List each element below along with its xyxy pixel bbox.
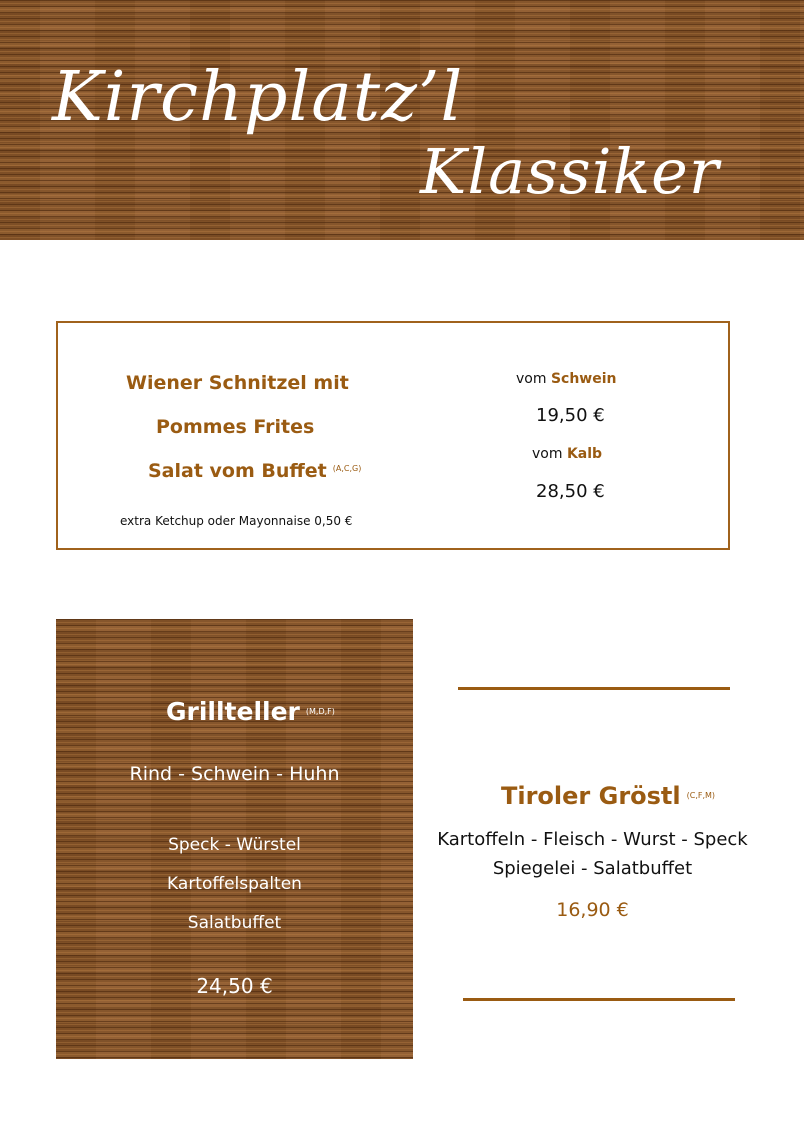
groestl-ingredients-line1: Kartoffeln - Fleisch - Wurst - Speck <box>437 829 748 850</box>
groestl-title-text: Tiroler Gröstl <box>501 782 681 810</box>
grillteller-item-potatoes: Kartoffelspalten <box>167 874 302 894</box>
groestl-ingredients-line2: Spiegelei - Salatbuffet <box>492 858 693 879</box>
groestl-title <box>501 782 715 810</box>
schnitzel-side-fries: Pommes Frites <box>156 416 315 438</box>
grillteller-item-salad: Salatbuffet <box>187 913 282 933</box>
grillteller-item-speck: Speck - Würstel <box>168 835 301 855</box>
schnitzel-side-salad <box>148 460 361 482</box>
option-veal-prefix: vom <box>532 446 567 462</box>
divider-top <box>458 687 730 690</box>
schnitzel-title: Wiener Schnitzel mit <box>126 372 349 394</box>
option-veal-price: 28,50 € <box>536 481 605 502</box>
groestl-price: 16,90 € <box>556 899 629 921</box>
grillteller-title-text: Grillteller <box>166 697 300 726</box>
schnitzel-menu-box <box>56 321 730 550</box>
grillteller-price: 24,50 € <box>196 974 273 998</box>
divider-bottom <box>463 998 735 1001</box>
option-veal-name: Kalb <box>566 446 603 462</box>
schnitzel-extra-note: extra Ketchup oder Mayonnaise 0,50 € <box>120 514 353 528</box>
option-veal-label <box>532 446 602 462</box>
page-title-line1: Kirchplatz’l <box>52 58 464 137</box>
option-pork-price: 19,50 € <box>536 405 605 426</box>
grillteller-meats: Rind - Schwein - Huhn <box>129 763 340 785</box>
wood-header-banner <box>0 0 804 240</box>
schnitzel-allergens: (A,C,G) <box>332 464 362 473</box>
groestl-allergens: (C,F,M) <box>686 791 716 800</box>
page-title-line2: Klassiker <box>420 135 720 208</box>
grillteller-panel <box>56 619 413 1059</box>
grillteller-title <box>166 697 335 726</box>
option-pork-label <box>516 371 617 387</box>
grillteller-allergens: (M,D,F) <box>305 707 335 716</box>
option-pork-prefix: vom <box>516 371 551 387</box>
schnitzel-salad-label: Salat vom Buffet <box>148 460 327 482</box>
option-pork-name: Schwein <box>550 371 617 387</box>
